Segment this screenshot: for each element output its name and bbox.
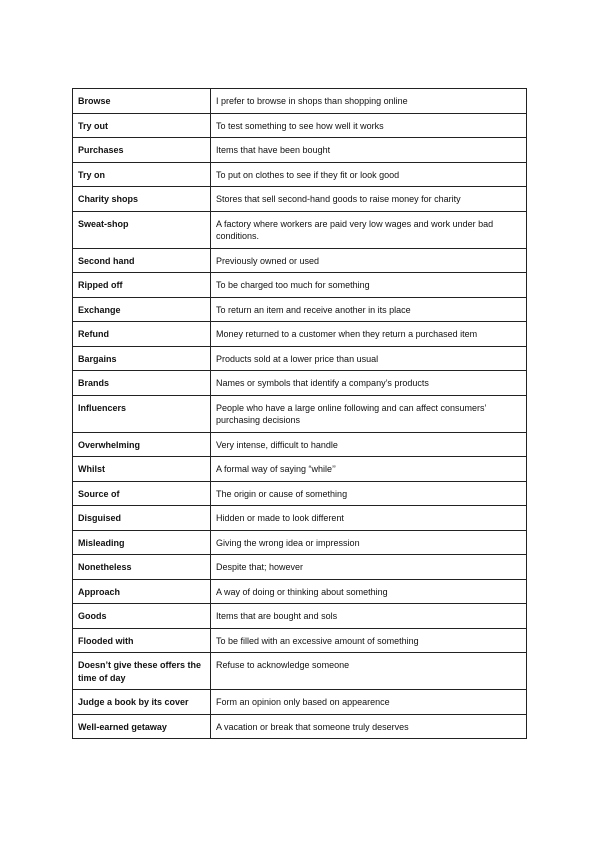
definition-cell: The origin or cause of something (211, 481, 527, 506)
term-cell: Nonetheless (73, 555, 211, 580)
table-row (73, 604, 527, 629)
term-cell: Charity shops (73, 187, 211, 212)
definition-cell: A vacation or break that someone truly deserves (211, 714, 527, 739)
table-row (73, 248, 527, 273)
table-row (73, 371, 527, 396)
term-cell: Second hand (73, 248, 211, 273)
table-row (73, 395, 527, 432)
definition-cell: Products sold at a lower price than usual (211, 346, 527, 371)
definition-cell: Money returned to a customer when they return a purchased item (211, 322, 527, 347)
definition-cell: Refuse to acknowledge someone (211, 653, 527, 690)
term-cell: Doesn’t give these offers the time of day (73, 653, 211, 690)
term-cell: Try on (73, 162, 211, 187)
term-cell: Source of (73, 481, 211, 506)
definition-cell: To test something to see how well it works (211, 113, 527, 138)
table-row (73, 457, 527, 482)
definition-cell: I prefer to browse in shops than shopping online (211, 89, 527, 114)
table-row (73, 579, 527, 604)
definition-cell: To return an item and receive another in its place (211, 297, 527, 322)
table-row (73, 346, 527, 371)
table-row (73, 138, 527, 163)
table-row (73, 162, 527, 187)
term-cell: Flooded with (73, 628, 211, 653)
definition-cell: A formal way of saying “while’’ (211, 457, 527, 482)
term-cell: Well-earned getaway (73, 714, 211, 739)
definition-cell: A way of doing or thinking about something (211, 579, 527, 604)
table-row (73, 322, 527, 347)
definition-cell: To be filled with an excessive amount of something (211, 628, 527, 653)
term-cell: Purchases (73, 138, 211, 163)
term-cell: Judge a book by its cover (73, 690, 211, 715)
definition-cell: Stores that sell second-hand goods to raise money for charity (211, 187, 527, 212)
table-row (73, 714, 527, 739)
definition-cell: Previously owned or used (211, 248, 527, 273)
definition-cell: Form an opinion only based on appearence (211, 690, 527, 715)
table-row (73, 690, 527, 715)
definition-cell: Very intense, difficult to handle (211, 432, 527, 457)
table-row (73, 653, 527, 690)
definition-cell: Names or symbols that identify a company’s products (211, 371, 527, 396)
term-cell: Exchange (73, 297, 211, 322)
table-row (73, 506, 527, 531)
definition-cell: Giving the wrong idea or impression (211, 530, 527, 555)
term-cell: Overwhelming (73, 432, 211, 457)
term-cell: Sweat-shop (73, 211, 211, 248)
table-row (73, 273, 527, 298)
term-cell: Whilst (73, 457, 211, 482)
term-cell: Disguised (73, 506, 211, 531)
table-row (73, 628, 527, 653)
definition-cell: To be charged too much for something (211, 273, 527, 298)
table-row (73, 211, 527, 248)
table-row (73, 187, 527, 212)
term-cell: Influencers (73, 395, 211, 432)
term-cell: Ripped off (73, 273, 211, 298)
table-row (73, 432, 527, 457)
table-row (73, 555, 527, 580)
term-cell: Try out (73, 113, 211, 138)
definition-cell: To put on clothes to see if they fit or look good (211, 162, 527, 187)
term-cell: Approach (73, 579, 211, 604)
table-row (73, 297, 527, 322)
term-cell: Bargains (73, 346, 211, 371)
vocabulary-table (72, 88, 527, 739)
table-row (73, 530, 527, 555)
term-cell: Refund (73, 322, 211, 347)
table-row (73, 89, 527, 114)
definition-cell: Items that have been bought (211, 138, 527, 163)
definition-cell: Items that are bought and sols (211, 604, 527, 629)
definition-cell: A factory where workers are paid very low wages and work under bad conditions. (211, 211, 527, 248)
table-row (73, 113, 527, 138)
term-cell: Browse (73, 89, 211, 114)
definition-cell: Despite that; however (211, 555, 527, 580)
table-row (73, 481, 527, 506)
term-cell: Brands (73, 371, 211, 396)
definition-cell: Hidden or made to look different (211, 506, 527, 531)
term-cell: Goods (73, 604, 211, 629)
vocabulary-table-body (73, 89, 527, 739)
term-cell: Misleading (73, 530, 211, 555)
definition-cell: People who have a large online following and can affect consumers’ purchasing decisions (211, 395, 527, 432)
